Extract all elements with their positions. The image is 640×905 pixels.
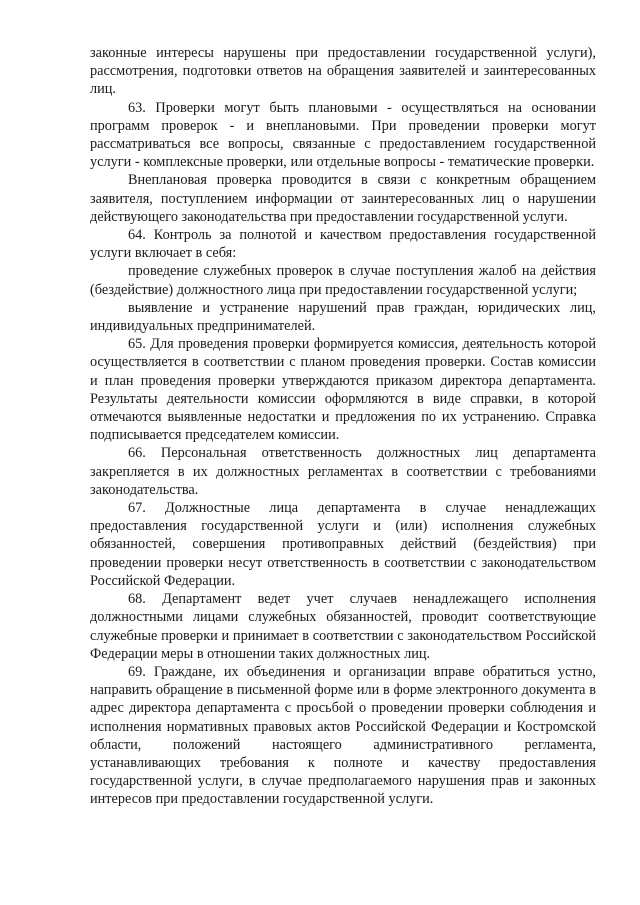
paragraph-continuation: законные интересы нарушены при предоставлении государственной услуги), рассмотрения, подготовки ответов на обращения заявителей и заинтересованных лиц.	[90, 45, 596, 98]
paragraph-69: 69. Граждане, их объединения и организации вправе обратиться устно, направить обращение в письменной форме или в форме электронного документа в адрес директора департамента с просьбой о проведении проверки соблюдения и исполнения нормативных правовых актов Российской Федерации и Костромской области, положений настоящего административного регламента, устанавливающих требования к полноте и качеству предоставления государственной услуги, в случае предполагаемого нарушения прав и законных интересов при предоставлении государственной услуги.	[90, 663, 596, 808]
paragraph-67: 67. Должностные лица департамента в случае ненадлежащих предоставления государственной услуги и (или) исполнения служебных обязанностей, совершения противоправных действий (бездействия) при проведении проверки несут ответственность в соответствии с законодательством Российской Федерации.	[90, 500, 596, 589]
paragraph-66: 66. Персональная ответственность должностных лиц департамента закрепляется в их должностных регламентах в соответствии с требованиями законодательства.	[90, 445, 596, 498]
paragraph-63: 63. Проверки могут быть плановыми - осуществляться на основании программ проверок - и внеплановыми. При проведении проверки могут рассматриваться все вопросы, связанные с предоставлением государственной услуги - комплексные проверки, или отдельные вопросы - тематические проверки.	[90, 99, 596, 171]
document-page	[90, 44, 596, 809]
paragraph-64-item-1: проведение служебных проверок в случае поступления жалоб на действия (бездействие) должностного лица при предоставлении государственной услуги;	[90, 263, 596, 298]
paragraph-65: 65. Для проведения проверки формируется комиссия, деятельность которой осуществляется в соответствии с планом проведения проверки. Состав комиссии и план проведения проверки утверждаются приказом директора департамента. Результаты деятельности комиссии оформляются в виде справки, в которой отмечаются выявленные недостатки и предложения по их устранению. Справка подписывается председателем комиссии.	[90, 336, 596, 444]
paragraph-64: 64. Контроль за полнотой и качеством предоставления государственной услуги включает в себя:	[90, 227, 596, 262]
paragraph-unscheduled-inspection: Внеплановая проверка проводится в связи с конкретным обращением заявителя, поступлением информации от заинтересованных лиц о нарушении действующего законодательства при предоставлении государственной услуги.	[90, 172, 596, 225]
paragraph-68: 68. Департамент ведет учет случаев ненадлежащего исполнения должностными лицами служебных обязанностей, проводит соответствующие служебные проверки и принимает в соответствии с законодательством Российской Федерации меры в отношении таких должностных лиц.	[90, 591, 596, 662]
paragraph-64-item-2: выявление и устранение нарушений прав граждан, юридических лиц, индивидуальных предпринимателей.	[90, 299, 596, 335]
